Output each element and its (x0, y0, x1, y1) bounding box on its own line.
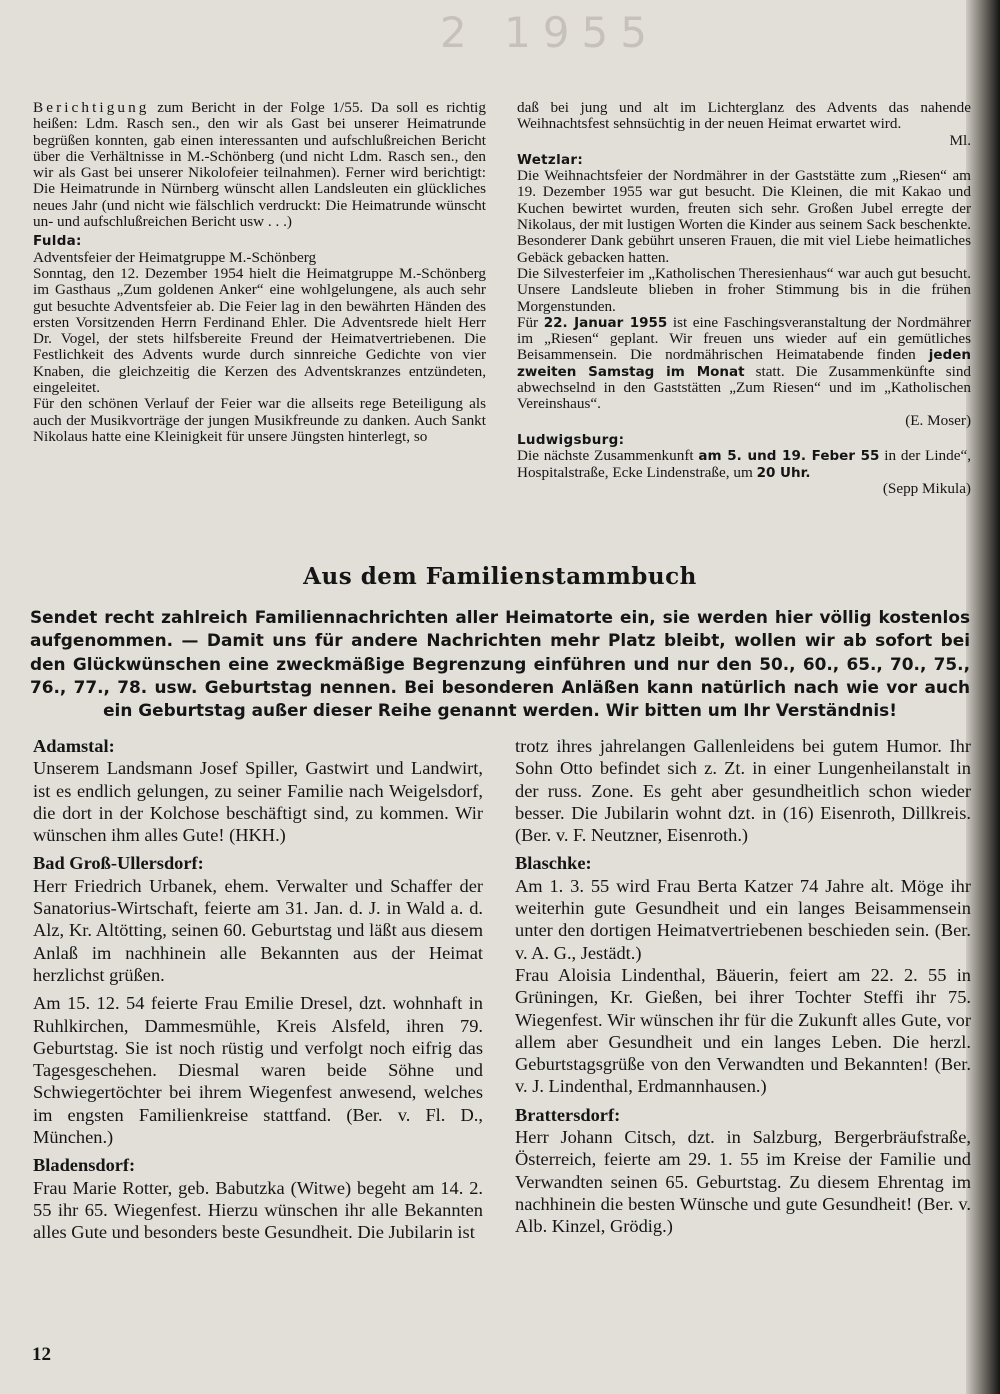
author-signature: (E. Moser) (905, 411, 971, 429)
wetzlar-paragraph: Für 22. Januar 1955 ist eine Faschingsveranstaltung der Nordmährer im „Riesen“ geplant. Wir freuen uns wieder auf ein gemütliches Beisammensein. Die nordmährischen Heimatabende finden jeden zweiten Samstag im Monat statt. Die Zusammenkünfte sind abwechselnd in den Gaststätten „Zum Riesen“ und im „Katholischen Vereinshaus“. (517, 313, 971, 413)
author-signature: Ml. (949, 131, 971, 149)
bad-gross-ullersdorf-paragraph: Am 15. 12. 54 feierte Frau Emilie Dresel, dzt. wohnhaft in Ruhlkirchen, Dammesmühle, Kreis Alsfeld, ihren 79. Geburtstag. Sie ist noch rüstig und verfolgt noch eifrig das Tagesgeschehen. Diesmal waren beide Söhne und Schwiegertöchter bei ihrem Wiegenfest anwesend, welches im engsten Familienkreise stattfand. (Ber. v. Fl. D., München.) (33, 993, 483, 1148)
bad-gross-ullersdorf-paragraph: Herr Friedrich Urbanek, ehem. Verwalter und Schaffer der Sanatorius-Wirtschaft, feierte am 31. Jan. d. J. in Wald a. d. Alz, Kr. Altötting, seinen 60. Geburtstag und läßt aus diesem Anlaß im nachhinein alle Bekannten aus der Heimat herzlichst grüßen. (33, 875, 483, 985)
event-time: 20 Uhr. (756, 464, 811, 481)
continuation-paragraph: trotz ihres jahrelangen Gallenleidens bei gutem Humor. Ihr Sohn Otto befindet sich z. Zt. in einer Lungenheilanstalt in der russ. Zone. Es geht aber gesundheitlich schon wieder besser. Die Jubilarin wohnt dzt. in (16) Eisenroth, Dillkreis. (Ber. v. F. Neutzner, Eisenroth.) (515, 736, 971, 846)
bladensdorf-paragraph: Frau Marie Rotter, geb. Babutzka (Witwe) begeht am 14. 2. 55 ihr 65. Wiegenfest. Hierzu wünschen ihr alle Bekannten alles Gute und besonders beste Gesundheit. Die Jubilarin ist (33, 1177, 483, 1243)
section-intro: Sendet recht zahlreich Familiennachrichten aller Heimatorte ein, sie werden hier völlig kostenlos aufgenommen. — Damit uns für andere Nachrichten mehr Platz bleibt, wollen wir ab sofort bei den Glückwünschen eine zweckmäßige Begrenzung einführen und nur den 50., 60., 65., 70., 75., 76., 77., 78. usw. Geburtstag nennen. Bei besonderen Anläßen kann natürlich nach wie vor auch ein Geburtstag außer dieser Reihe genannt werden. Wir bitten um Ihr Verständnis! (30, 607, 970, 721)
blaschke-paragraph: Frau Aloisia Lindenthal, Bäuerin, feiert am 22. 2. 55 in Grüningen, Kr. Gießen, bei ihrer Tochter Steffi ihr 75. Wiegenfest. Wir wünschen ihr für die Zukunft alles Gute, vor allem aber Gesundheit und ein langes Leben. Die herzl. Geburtstagsgrüße von den Verwandten und Bekannten! (Ber. v. J. Lindenthal, Erdmannhausen.) (515, 964, 971, 1097)
ludwigsburg-paragraph: Die nächste Zusammenkunft am 5. und 19. Feber 55 in der Linde“, Hospitalstraße, Ecke Lindenstraße, um 20 Uhr. (517, 447, 971, 481)
brattersdorf-heading: Brattersdorf: (515, 1104, 621, 1125)
blaschke-paragraph: Am 1. 3. 55 wird Frau Berta Katzer 74 Jahre alt. Möge ihr weiterhin gute Gesundheit und ein langes Beisammensein unter den dortigen Heimatvertriebenen beschieden sein. (Ber. v. A. G., Jestädt.) (515, 875, 971, 963)
fulda-paragraph: Für den schönen Verlauf der Feier war die allseits rege Beteiligung als auch der Musikvorträge der jungen Musikfreunde zu danken. Auch Sankt Nikolaus hatte eine Kleinigkeit für unsere Jüngsten hinterlegt, so (33, 395, 486, 445)
page-number: 12 (32, 1344, 51, 1365)
fulda-heading: Fulda: (33, 233, 82, 250)
adamstal-paragraph: Unserem Landsmann Josef Spiller, Gastwirt und Landwirt, ist es endlich gelungen, zu seiner Familie nach Weigelsdorf, die dort in der Kolchose beschäftigt sind, zu kommen. Wir wünschen ihm alles Gute! (HKH.) (33, 758, 483, 846)
wetzlar-paragraph: Die Silvesterfeier im „Katholischen Theresienhaus“ war auch gut besucht. Unsere Landsleute blieben in froher Stimmung bis in die frühen Morgenstunden. (517, 264, 971, 315)
page-binding-shadow (966, 0, 1000, 1394)
year-stamp: 2 1955 (440, 8, 659, 57)
ludwigsburg-heading: Ludwigsburg: (517, 431, 625, 448)
wetzlar-heading: Wetzlar: (517, 151, 584, 168)
fulda-subtitle: Adventsfeier der Heimatgruppe M.-Schönberg (33, 248, 317, 266)
bottom-left-column (33, 735, 483, 1244)
berichtigung-paragraph: Berichtigung zum Bericht in der Folge 1/55. Da soll es richtig heißen: Ldm. Rasch sen., den wir als Gast bei unserer Heimatrunde begrüßen konnten, gab einen interessanten und aufschlußreichen Bericht über die Verhältnisse in M.-Schönberg (und nicht Ldm. Rasch sen., den wir als Gast bei unserer Nikolofeier teilnahmen). Ferner wird berichtigt: Die Heimatrunde in Nürnberg wünscht allen Landsleuten ein glückliches neues Jahr (und nicht wie fälschlich verdruckt: Die Heimatrunde wünscht un- und aufschlußreichen Bericht usw . . .) (33, 100, 486, 231)
fulda-paragraph: Sonntag, den 12. Dezember 1954 hielt die Heimatgruppe M.-Schönberg im Gasthaus „Zum goldenen Anker“ eine wohlgelungene, als auch sehr gut besuchte Adventsfeier ab. Die Feier lag in den bewährten Händen des ersten Vorsitzenden Herrn Ferdinand Ehler. Die Adventsrede hielt Herr Dr. Vogel, der stets hilfsbereite Freund der Heimatvertriebenen. Die Festlichkeit des Advents wurde durch sinnreiche Gedichte von vier Knaben, die gleichzeitig die Kerzen des Adventskranzes entzündeten, eingeleitet. (33, 264, 486, 397)
continuation-paragraph: daß bei jung und alt im Lichterglanz des Advents das nahende Weihnachtsfest sehnsüchtig in der neuen Heimat erwartet wird. (517, 100, 971, 133)
adamstal-heading: Adamstal: (33, 736, 115, 756)
event-schedule: jeden zweiten Samstag im Monat (517, 347, 971, 380)
bladensdorf-heading: Bladensdorf: (33, 1155, 136, 1176)
blaschke-heading: Blaschke: (515, 853, 592, 874)
bottom-right-column (515, 735, 971, 1238)
author-signature: (Sepp Mikula) (882, 479, 971, 497)
top-right-column (517, 100, 971, 497)
berichtigung-label: Berichtigung (33, 100, 150, 116)
top-left-column (33, 100, 486, 445)
bad-gross-ullersdorf-heading: Bad Groß-Ullersdorf: (33, 853, 204, 874)
event-date: 22. Januar 1955 (543, 314, 668, 331)
wetzlar-paragraph: Die Weihnachtsfeier der Nordmährer in der Gaststätte zum „Riesen“ am 19. Dezember 1955 war gut besucht. Die Kleinen, die mit Kakao und Kuchen bewirtet wurden, freuten sich sehr. Großen Jubel erregte der Nikolaus, der mit lustigen Worten die Kinder aus seinem Sack beschenkte. Besonderer Dank gebührt unseren Frauen, die mit viel Liebe heimatliches Gebäck gebacken hatten. (517, 167, 971, 266)
section-title: Aus dem Familienstammbuch (303, 563, 697, 590)
brattersdorf-paragraph: Herr Johann Citsch, dzt. in Salzburg, Bergerbräufstraße, Österreich, feierte am 29. 1. 55 im Kreise der Familie und Verwandten seinen 65. Geburtstag. Zu diesem Ehrentag im nachhinein die besten Wünsche und gute Gesundheit! (Ber. v. Alb. Kinzel, Grödig.) (515, 1127, 971, 1237)
event-dates: am 5. und 19. Feber 55 (698, 448, 880, 465)
